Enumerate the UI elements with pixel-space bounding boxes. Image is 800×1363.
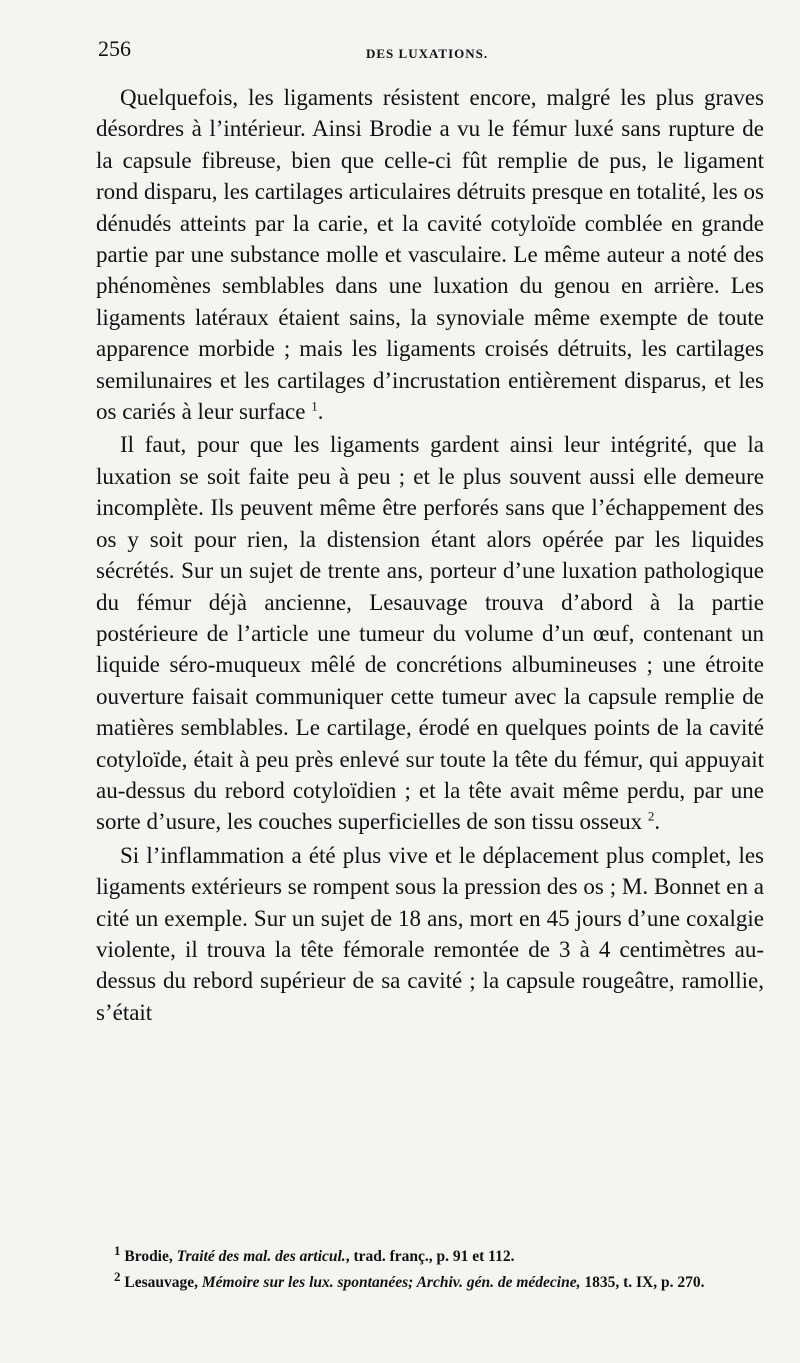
body-text [96,82,764,1028]
footnote-ref: 1 [311,398,318,414]
footnotes [96,1244,764,1296]
running-head: DES LUXATIONS. [366,46,489,61]
page-number: 256 [98,36,131,61]
paragraph: Quelquefois, les ligaments résistent encore, malgré les plus graves désordres à l’intérieur. Ainsi Brodie a vu le fémur luxé sans rupture de la capsule fibreuse, bien que celle-ci fût remplie de pus, le ligament rond disparu, les cartilages articulaires détruits presque en totalité, les os dénudés atteints par la carie, et la cavité cotyloïde comblée en grande partie par une substance molle et vasculaire. Le même auteur a noté des phénomènes semblables dans une luxation du genou en arrière. Les ligaments latéraux étaient sains, la synoviale même exempte de toute apparence morbide ; mais les ligaments croisés détruits, les cartilages semilunaires et les cartilages d’incrustation entièrement disparus, et les os cariés à leur surface $^1$. [96,85,764,425]
footnote-ref: 2 [647,808,655,824]
paragraph: Si l’inflammation a été plus vive et le déplacement plus complet, les ligaments extérieurs se rompent sous la pression des os ; M. Bonnet en a cité un exemple. Sur un sujet de 18 ans, mort en 45 jours d’une coxalgie violente, il trouva la tête fémorale remontée de 3 à 4 centimètres au-dessus du rebord supérieur de sa cavité ; la capsule rougeâtre, ramollie, s’était [96,842,764,1025]
footnote: $^2$ Lesauvage, Mémoire sur les lux. spontanées; Archiv. gén. de médecine, 1835, t. IX, p. 270. [114,1268,705,1291]
footnote: $^1$ Brodie, Traité des mal. des articul., trad. franç., p. 91 et 112. [114,1242,515,1265]
page-header [98,36,760,66]
paragraph: Il faut, pour que les ligaments gardent ainsi leur intégrité, que la luxation se soit faite peu à peu ; et le plus souvent aussi elle demeure incomplète. Ils peuvent même être perforés sans que l’échappement des os y soit pour rien, la distension étant alors opérée par les liquides sécrétés. Sur un sujet de trente ans, porteur d’une luxation pathologique du fémur déjà ancienne, Lesauvage trouva d’abord à la partie postérieure de l’article une tumeur du volume d’un œuf, contenant un liquide séro-muqueux mêlé de concrétions albumineuses ; une étroite ouverture faisait communiquer cette tumeur avec la capsule remplie de matières semblables. Le cartilage, érodé en quelques points de la cavité cotyloïde, était à peu près enlevé sur toute la tête du fémur, qui appuyait au-dessus du rebord cotyloïdien ; et la tête avait même perdu, par une sorte d’usure, les couches superficielles de son tissu osseux $^2$. [96,432,764,835]
